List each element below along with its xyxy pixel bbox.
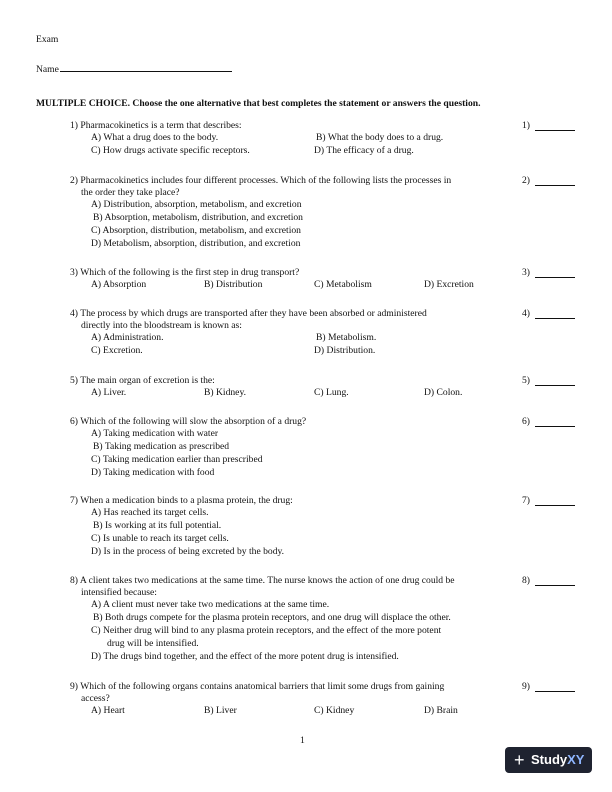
option-c[interactable]: C) Neither drug will bind to any plasma protein receptors, and the effect of the more potent bbox=[91, 625, 442, 636]
question-stem: 5) The main organ of excretion is the: bbox=[70, 375, 215, 386]
name-underline bbox=[60, 61, 232, 72]
answer-blank-4[interactable] bbox=[535, 309, 575, 319]
option-c[interactable]: C) How drugs activate specific receptors. bbox=[91, 145, 250, 156]
studyxy-logo[interactable] bbox=[505, 747, 592, 773]
answer-blank-3[interactable] bbox=[535, 268, 575, 278]
question-stem: 9) Which of the following organs contains anatomical barriers that limit some drugs from gaining bbox=[70, 681, 445, 692]
question-stem-cont: intensified because: bbox=[81, 587, 157, 598]
answer-number-3: 3) bbox=[522, 267, 530, 278]
answer-number-1: 1) bbox=[522, 120, 530, 131]
question-stem: 1) Pharmacokinetics is a term that describes: bbox=[70, 120, 242, 131]
option-a[interactable]: A) Absorption bbox=[91, 279, 147, 290]
answer-blank-2[interactable] bbox=[535, 176, 575, 186]
answer-number-9: 9) bbox=[522, 681, 530, 692]
option-c[interactable]: C) Lung. bbox=[314, 387, 349, 398]
option-c-cont: drug will be intensified. bbox=[107, 638, 199, 649]
answer-number-2: 2) bbox=[522, 175, 530, 186]
page-number: 1 bbox=[300, 735, 305, 746]
option-b[interactable]: B) Both drugs compete for the plasma protein receptors, and one drug will displace the other. bbox=[93, 612, 451, 623]
option-d[interactable]: D) The efficacy of a drug. bbox=[314, 145, 414, 156]
logo-wordmark: StudyXY bbox=[531, 752, 585, 767]
answer-number-4: 4) bbox=[522, 308, 530, 319]
question-8 bbox=[70, 575, 500, 664]
option-a[interactable]: A) Administration. bbox=[91, 332, 164, 343]
option-a[interactable]: A) Has reached its target cells. bbox=[91, 507, 209, 518]
option-c[interactable]: C) Is unable to reach its target cells. bbox=[91, 533, 229, 544]
question-3 bbox=[70, 267, 500, 292]
answer-number-7: 7) bbox=[522, 495, 530, 506]
option-a[interactable]: A) A client must never take two medications at the same time. bbox=[91, 599, 330, 610]
option-b[interactable]: B) Metabolism. bbox=[316, 332, 377, 343]
option-b[interactable]: B) Absorption, metabolism, distribution, and excretion bbox=[93, 212, 303, 223]
option-a[interactable]: A) Distribution, absorption, metabolism, and excretion bbox=[91, 199, 302, 210]
option-a[interactable]: A) Liver. bbox=[91, 387, 127, 398]
option-d[interactable]: D) Taking medication with food bbox=[91, 467, 215, 478]
question-stem: 8) A client takes two medications at the same time. The nurse knows the action of one drug could be bbox=[70, 575, 455, 586]
option-a[interactable]: A) Heart bbox=[91, 705, 125, 716]
option-d[interactable]: D) Excretion bbox=[424, 279, 474, 290]
answer-blank-6[interactable] bbox=[535, 417, 575, 427]
section-title: MULTIPLE CHOICE. Choose the one alternative that best completes the statement or answers the question. bbox=[36, 98, 481, 109]
name-field[interactable] bbox=[36, 61, 232, 76]
answer-blank-1[interactable] bbox=[535, 121, 575, 131]
question-1 bbox=[70, 120, 500, 158]
question-stem: 4) The process by which drugs are transported after they have been absorbed or administered bbox=[70, 308, 427, 319]
option-c[interactable]: C) Absorption, distribution, metabolism, and excretion bbox=[91, 225, 301, 236]
option-d[interactable]: D) Distribution. bbox=[314, 345, 376, 356]
answer-blank-5[interactable] bbox=[535, 376, 575, 386]
name-label: Name bbox=[36, 64, 59, 75]
answer-blank-9[interactable] bbox=[535, 682, 575, 692]
question-stem: 7) When a medication binds to a plasma protein, the drug: bbox=[70, 495, 293, 506]
option-row bbox=[70, 145, 500, 158]
option-b[interactable]: B) Taking medication as prescribed bbox=[93, 441, 230, 452]
answer-number-5: 5) bbox=[522, 375, 530, 386]
answer-number-6: 6) bbox=[522, 416, 530, 427]
exam-label: Exam bbox=[36, 34, 59, 45]
question-4 bbox=[70, 308, 500, 358]
option-d[interactable]: D) Brain bbox=[424, 705, 458, 716]
option-b[interactable]: B) Distribution bbox=[204, 279, 263, 290]
option-d[interactable]: D) Metabolism, absorption, distribution, and excretion bbox=[91, 238, 301, 249]
option-b[interactable]: B) Is working at its full potential. bbox=[93, 520, 222, 531]
option-c[interactable]: C) Metabolism bbox=[314, 279, 372, 290]
option-b[interactable]: B) Kidney. bbox=[204, 387, 247, 398]
answer-blank-7[interactable] bbox=[535, 496, 575, 506]
question-9 bbox=[70, 681, 500, 718]
question-2 bbox=[70, 175, 500, 251]
question-stem: 3) Which of the following is the first step in drug transport? bbox=[70, 267, 300, 278]
option-a[interactable]: A) Taking medication with water bbox=[91, 428, 219, 439]
answer-number-8: 8) bbox=[522, 575, 530, 586]
question-stem-cont: the order they take place? bbox=[81, 187, 180, 198]
option-a[interactable]: A) What a drug does to the body. bbox=[91, 132, 219, 143]
question-stem-cont: access? bbox=[81, 693, 110, 704]
option-c[interactable]: C) Taking medication earlier than prescribed bbox=[91, 454, 263, 465]
question-stem: 6) Which of the following will slow the absorption of a drug? bbox=[70, 416, 307, 427]
option-row bbox=[70, 132, 500, 145]
option-d[interactable]: D) Is in the process of being excreted by the body. bbox=[91, 546, 285, 557]
question-6 bbox=[70, 416, 500, 480]
answer-blank-8[interactable] bbox=[535, 576, 575, 586]
question-7 bbox=[70, 495, 500, 559]
question-5 bbox=[70, 375, 500, 400]
option-c[interactable]: C) Kidney bbox=[314, 705, 355, 716]
option-c[interactable]: C) Excretion. bbox=[91, 345, 143, 356]
option-b[interactable]: B) Liver bbox=[204, 705, 237, 716]
option-b[interactable]: B) What the body does to a drug. bbox=[316, 132, 444, 143]
question-stem: 2) Pharmacokinetics includes four different processes. Which of the following lists the processes in bbox=[70, 175, 452, 186]
plus-icon: + bbox=[514, 750, 525, 770]
question-stem-cont: directly into the bloodstream is known as: bbox=[81, 320, 242, 331]
option-d[interactable]: D) The drugs bind together, and the effect of the more potent drug is intensified. bbox=[91, 651, 399, 662]
option-d[interactable]: D) Colon. bbox=[424, 387, 463, 398]
